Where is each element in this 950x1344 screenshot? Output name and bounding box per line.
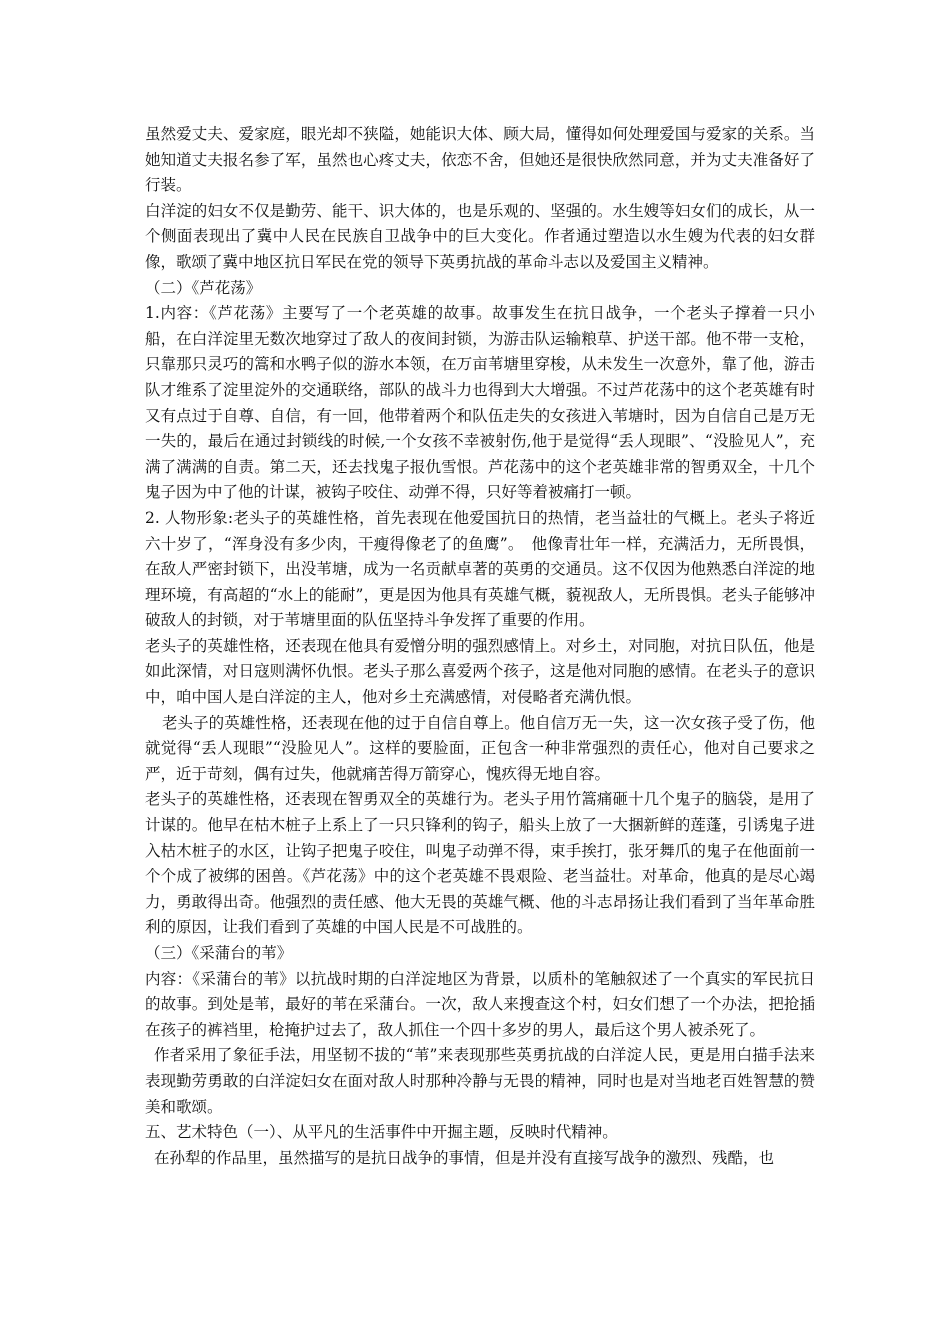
paragraph-baiyangdian-women: 白洋淀的妇女不仅是勤劳、能干、识大体的，也是乐观的、坚强的。水生嫂等妇女们的成长，从一个侧面表现出了冀中人民在民族自卫战争中的巨大变化。作者通过塑造以水生嫂为代表的妇女群像，歌颂了冀中地区抗日军民在党的领导下英勇抗战的革命斗志以及爱国主义精神。 [145, 201, 815, 271]
section-heading-caiputai: （三）《采蒲台的苇》 [145, 944, 293, 962]
paragraph-character-image: 2. 人物形象:老头子的英雄性格，首先表现在他爱国抗日的热情，老当益壮的气概上。老头子将近六十岁了，“浑身没有多少肉，干瘦得像老了的鱼鹰”。 他像青壮年一样，充满活力，无所畏惧，在敌人严密封锁下，出没苇塘，成为一名贡献卓著的英勇的交通员。这不仅因为他熟悉白洋淀的地理环境，有高超的“水上的能耐”，更是因为他具有英雄气概，藐视敌人，无所畏惧。老头子能够冲破敌人的封锁，对于苇塘里面的队伍坚持斗争发挥了重要的作用。 [145, 508, 815, 630]
paragraph-wisdom-courage: 老头子的英雄性格，还表现在智勇双全的英雄行为。老头子用竹篙痛砸十几个鬼子的脑袋，是用了计谋的。他早在枯木桩子上系上了一只只锋利的钩子，船头上放了一大捆新鲜的莲蓬，引诱鬼子进入枯木桩子的水区，让钩子把鬼子咬住，叫鬼子动弹不得，束手挨打，张牙舞爪的鬼子在他面前一个个成了被绑的困兽。《芦花荡》中的这个老英雄不畏艰险、老当益壮。对革命，他真的是尽心竭力，勇敢得出奇。他强烈的责任感、他大无畏的英雄气概、他的斗志昂扬让我们看到了当年革命胜利的原因，让我们看到了英雄的中国人民是不可战胜的。 [145, 790, 815, 937]
paragraph-symbolism: 作者采用了象征手法，用坚韧不拔的“苇”来表现那些英勇抗战的白洋淀人民，更是用白描手法来表现勤劳勇敢的白洋淀妇女在面对敌人时那种冷静与无畏的精神，同时也是对当地老百姓智慧的赞美和歌颂。 [145, 1046, 815, 1116]
section-heading-luhuadang: （二）《芦花荡》 [145, 278, 262, 297]
paragraph-luhuadang-content: 1.内容：《芦花荡》主要写了一个老英雄的故事。故事发生在抗日战争，一个老头子撑着一只小船，在白洋淀里无数次地穿过了敌人的夜间封锁，为游击队运输粮草、护送干部。他不带一支枪，只靠那只灵巧的篙和水鸭子似的游水本领，在万亩苇塘里穿梭，从未发生一次意外，靠了他，游击队才维系了淀里淀外的交通联络，部队的战斗力也得到大大增强。不过芦花荡中的这个老英雄有时又有点过于自尊、自信，有一回，他带着两个和队伍走失的女孩进入苇塘时，因为自信自己是万无一失的，最后在通过封锁线的时候,一个女孩不幸被射伤,他于是觉得“丢人现眼”、“没脸见人”，充满了满满的自责。第二天，还去找鬼子报仇雪恨。芦花荡中的这个老英雄非常的智勇双全，十几个鬼子因为中了他的计谋，被钩子咬住、动弹不得，只好等着被痛打一顿。 [145, 304, 815, 502]
paragraph-love-hate: 老头子的英雄性格，还表现在他具有爱憎分明的强烈感情上。对乡土，对同胞，对抗日队伍，他是如此深情，对日寇则满怀仇恨。老头子那么喜爱两个孩子，这是他对同胞的感情。在老头子的意识中，咱中国人是白洋淀的主人，他对乡土充满感情，对侵略者充满仇恨。 [145, 636, 815, 707]
document-body [145, 122, 815, 1171]
paragraph-art-features: 五、艺术特色（一）、从平凡的生活事件中开掘主题，反映时代精神。 [145, 1123, 618, 1142]
paragraph-wife-character: 虽然爱丈夫、爱家庭，眼光却不狭隘，她能识大体、顾大局，懂得如何处理爱国与爱家的关系。当她知道丈夫报名参了军，虽然也心疼丈夫，依恋不舍，但她还是很快欣然同意，并为丈夫准备好了行装。 [145, 125, 815, 195]
paragraph-sun-li-works: 在孙犁的作品里，虽然描写的是抗日战争的事情，但是并没有直接写战争的激烈、残酷，也 [154, 1148, 775, 1167]
paragraph-caiputai-content: 内容：《采蒲台的苇》以抗战时期的白洋淀地区为背景，以质朴的笔触叙述了一个真实的军民抗日的故事。到处是苇，最好的苇在采蒲台。一次，敌人来搜查这个村，妇女们想了一个办法，把抢插在孩子的裤裆里，枪掩护过去了，敌人抓住一个四十多岁的男人，最后这个男人被杀死了。 [145, 969, 815, 1039]
paragraph-self-esteem: 老头子的英雄性格，还表现在他的过于自信自尊上。他自信万无一失，这一次女孩子受了伤，他就觉得“丢人现眼”“没脸见人”。这样的要脸面，正包含一种非常强烈的责任心，他对自己要求之严，近于苛刻，偶有过失，他就痛苦得万箭穿心，愧疚得无地自容。 [145, 713, 815, 783]
